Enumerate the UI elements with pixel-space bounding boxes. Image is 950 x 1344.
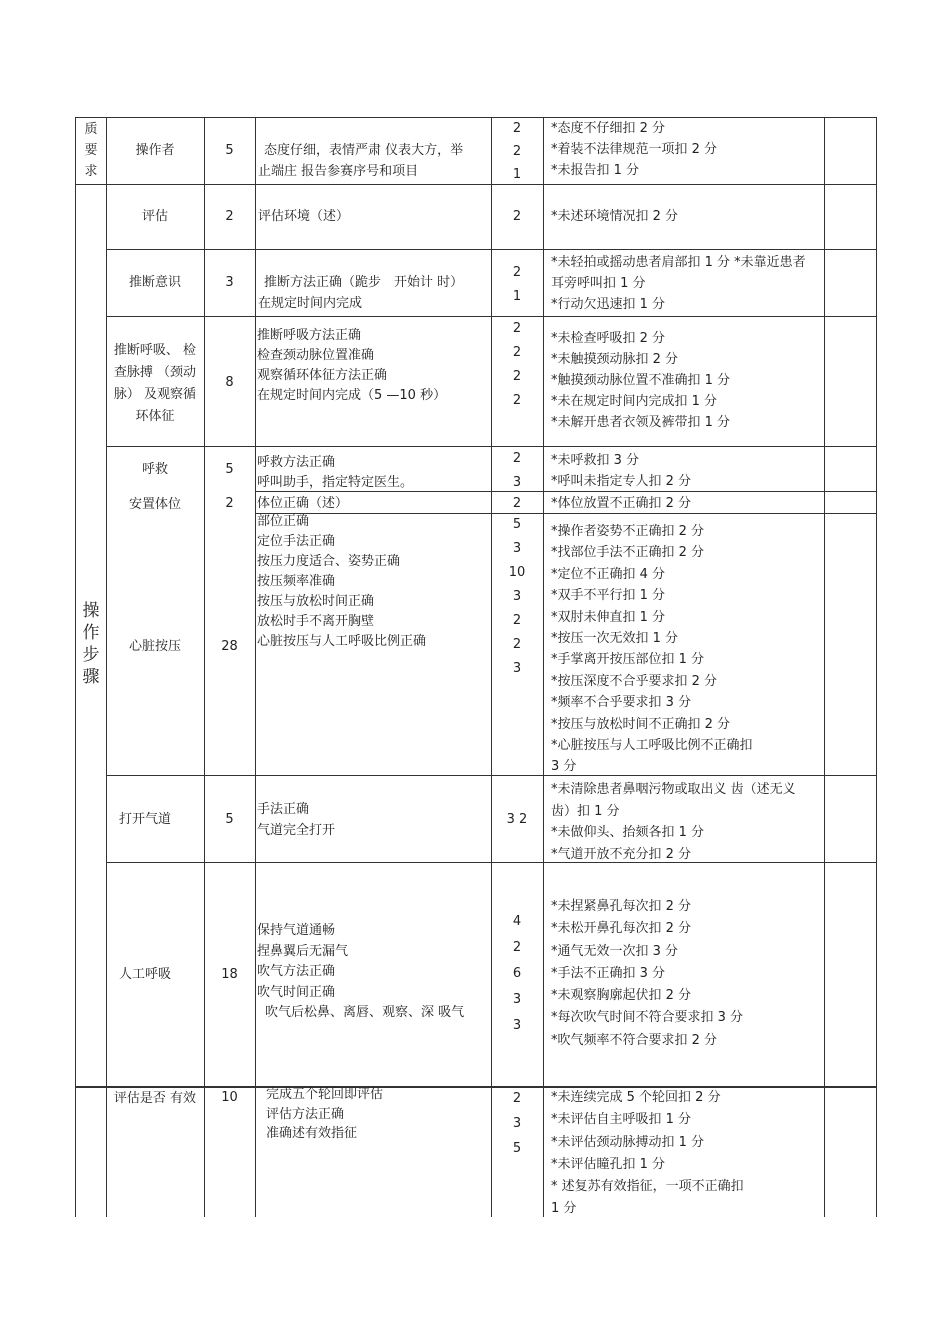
deduction-line: *未检查呼吸扣 2 分	[551, 331, 666, 346]
item-name-line: 查脉搏 （颈动	[113, 365, 197, 380]
points-value: 2	[512, 369, 522, 384]
section-char: 作	[82, 623, 100, 643]
deduction-line: *手法不正确扣 3 分	[551, 965, 666, 981]
section-char: 步	[82, 645, 100, 665]
criteria-line: 态度仔细，表情严肃 仪表大方，举	[264, 143, 464, 158]
points-value: 1	[512, 289, 522, 304]
deduction-line: *未呼救扣 3 分	[551, 453, 640, 468]
points-value: 3	[512, 589, 522, 604]
criteria-line: 评估环境（述）	[258, 209, 350, 224]
points-value: 2	[512, 144, 522, 159]
deduction-line: *未松开鼻孔每次扣 2 分	[551, 921, 692, 937]
points-value: 3	[512, 992, 522, 1007]
deduction-line: *触摸颈动脉位置不准确扣 1 分	[551, 373, 731, 388]
deduction-line: *每次吹气时间不符合要求扣 3 分	[551, 1010, 744, 1026]
deduction-line: *按压与放松时间不正确扣 2 分	[551, 716, 731, 732]
points-value: 3	[512, 661, 522, 676]
criteria-line: 手法正确	[257, 802, 310, 817]
criteria-line: 评估方法正确	[266, 1106, 345, 1122]
deduction-line: *未做仰头、抬颏各扣 1 分	[551, 825, 705, 840]
deduction-line: *找部位手法不正确扣 2 分	[551, 545, 705, 561]
deduction-line: 齿）扣 1 分	[551, 803, 620, 819]
item-deductions	[551, 206, 821, 227]
deduction-line: 耳旁呼叫扣 1 分	[551, 276, 646, 291]
criteria-line: 放松时手不离开胸壁	[257, 614, 375, 629]
points-value: 2	[512, 1091, 522, 1106]
deduction-line: *双肘未伸直扣 1 分	[551, 609, 666, 625]
item-deductions	[551, 252, 823, 315]
criteria-line: 检查颈动脉位置准确	[257, 348, 375, 363]
section-char: 质	[84, 122, 98, 137]
item-criteria	[257, 921, 487, 1024]
item-name-line: 环体征	[135, 409, 175, 424]
item-points	[491, 261, 543, 309]
section-label-operation	[76, 600, 106, 688]
item-deductions	[551, 779, 823, 865]
item-name: 评估	[141, 209, 168, 224]
row-divider	[75, 184, 876, 185]
criteria-line: 吹气后松鼻、离唇、观察、深 吸气	[265, 1005, 465, 1020]
section-char: 操	[82, 601, 100, 621]
deduction-line: *双手不平行扣 1 分	[551, 588, 666, 604]
deduction-line: *呼叫未指定专人扣 2 分	[551, 474, 692, 489]
item-points	[491, 117, 543, 186]
item-criteria	[266, 1085, 488, 1144]
item-name: 安置体位	[128, 497, 181, 512]
section-char: 要	[84, 143, 98, 158]
item-criteria	[257, 453, 487, 493]
criteria-line: 推断呼吸方法正确	[257, 328, 362, 343]
criteria-line: 按压频率准确	[257, 574, 336, 589]
points-value: 2	[512, 265, 522, 280]
points-value: 2	[512, 321, 522, 336]
points-value: 3	[512, 1018, 522, 1033]
item-name: 打开气道	[118, 812, 171, 827]
deduction-line: *未轻拍或摇动患者肩部扣 1 分 *未靠近患者	[551, 255, 806, 270]
item-points	[491, 447, 543, 495]
item-score: 3	[225, 275, 234, 290]
points-value: 2	[512, 209, 522, 224]
item-criteria	[257, 512, 487, 652]
item-points	[491, 809, 543, 830]
item-criteria	[258, 206, 488, 227]
item-criteria	[257, 494, 487, 514]
item-name: 呼救	[141, 462, 168, 477]
item-score: 10	[221, 1090, 238, 1105]
item-name	[106, 340, 204, 428]
points-value: 5	[512, 517, 522, 532]
deduction-line: *心脏按压与人工呼吸比例不正确扣	[551, 738, 753, 754]
points-value: 2	[512, 613, 522, 628]
column-divider	[543, 117, 544, 1217]
points-value: 2	[512, 940, 522, 955]
deduction-line: *未观察胸廓起伏扣 2 分	[551, 988, 692, 1004]
criteria-line: 捏鼻翼后无漏气	[257, 943, 349, 959]
item-deductions	[551, 450, 821, 492]
item-criteria	[258, 140, 488, 182]
criteria-line: 按压力度适合、姿势正确	[257, 554, 401, 569]
item-deductions	[551, 494, 821, 514]
section-char: 骤	[82, 667, 100, 687]
table-right-border	[876, 117, 877, 1217]
item-score: 5	[225, 143, 234, 158]
criteria-line: 吹气时间正确	[257, 984, 336, 1000]
item-name: 心脏按压	[128, 639, 181, 654]
item-deductions	[551, 1087, 821, 1221]
item-score: 8	[225, 375, 234, 390]
points-value: 5	[512, 1141, 522, 1156]
criteria-line: 在规定时间内完成	[258, 296, 363, 311]
deduction-line: *按压深度不合乎要求扣 2 分	[551, 673, 718, 689]
item-name: 人工呼吸	[118, 967, 171, 982]
column-divider	[824, 117, 825, 1217]
deduction-line: *着装不法律规范一项扣 2 分	[551, 142, 718, 157]
item-points	[491, 494, 543, 514]
criteria-line: 部位正确	[257, 514, 310, 529]
deduction-line: *频率不合乎要求扣 3 分	[551, 695, 692, 711]
deduction-line: *行动欠迅速扣 1 分	[551, 297, 666, 312]
deduction-line: *未评估瞳孔扣 1 分	[551, 1156, 666, 1172]
item-deductions	[551, 118, 821, 181]
item-points	[491, 206, 543, 227]
item-deductions	[551, 896, 821, 1052]
item-score: 5	[225, 462, 234, 477]
deduction-line: *未评估自主呼吸扣 1 分	[551, 1112, 692, 1128]
deduction-line: *气道开放不充分扣 2 分	[551, 846, 692, 862]
item-score: 5	[225, 812, 234, 827]
criteria-line: 观察循环体征方法正确	[257, 368, 388, 383]
deduction-line: *手掌离开按压部位扣 1 分	[551, 652, 705, 668]
deduction-line: *体位放置不正确扣 2 分	[551, 496, 692, 511]
deduction-line: *未连续完成 5 个轮回扣 2 分	[551, 1090, 721, 1105]
points-value: 2	[512, 451, 522, 466]
deduction-line: * 述复苏有效指征，一项不正确扣	[551, 1179, 744, 1195]
deduction-line: *态度不仔细扣 2 分	[551, 121, 666, 136]
deduction-line: *定位不正确扣 4 分	[551, 566, 666, 582]
item-points	[491, 317, 543, 413]
item-points	[491, 513, 543, 681]
points-value: 3	[512, 1116, 522, 1131]
points-value: 3	[512, 541, 522, 556]
item-score: 28	[221, 639, 238, 654]
deduction-line: *未捏紧鼻孔每次扣 2 分	[551, 899, 692, 914]
deduction-line: *未述环境情况扣 2 分	[551, 209, 679, 224]
item-points	[491, 1086, 543, 1161]
deduction-line: *操作者姿势不正确扣 2 分	[551, 524, 705, 539]
criteria-line: 体位正确（述）	[257, 496, 349, 511]
criteria-line: 呼救方法正确	[257, 455, 336, 470]
points-value: 2	[512, 345, 522, 360]
item-name: 推断意识	[128, 275, 181, 290]
criteria-line: 止端庄 报告参赛序号和项目	[258, 164, 419, 179]
deduction-line: *未触摸颈动脉扣 2 分	[551, 352, 679, 367]
item-criteria	[257, 326, 487, 406]
item-score: 18	[221, 967, 238, 982]
deduction-line: *未报告扣 1 分	[551, 163, 640, 178]
deduction-line: *未在规定时间内完成扣 1 分	[551, 394, 718, 409]
criteria-line: 在规定时间内完成（5 —10 秒）	[257, 388, 447, 403]
points-value: 2	[512, 393, 522, 408]
points-value: 2	[512, 637, 522, 652]
criteria-line: 推断方法正确（跪步 开始计 时）	[264, 275, 464, 290]
item-criteria	[257, 799, 487, 841]
criteria-line: 心脏按压与人工呼吸比例正确	[257, 634, 427, 649]
deduction-line: *按压一次无效扣 1 分	[551, 631, 679, 647]
section-label-quality	[76, 119, 106, 182]
points-value: 4	[512, 914, 522, 929]
points-value: 2	[512, 496, 522, 511]
points-value: 1	[512, 167, 522, 182]
section-char: 求	[84, 164, 98, 179]
criteria-line: 按压与放松时间正确	[257, 594, 375, 609]
item-deductions	[551, 328, 821, 433]
item-score: 2	[225, 496, 234, 511]
item-score: 2	[225, 209, 234, 224]
criteria-line: 吹气方法正确	[257, 964, 336, 979]
item-name-line: 推断呼吸、 检	[113, 343, 197, 358]
item-deductions	[551, 521, 821, 778]
criteria-line: 完成五个轮回即评估	[266, 1087, 384, 1102]
deduction-line: 1 分	[551, 1201, 577, 1217]
criteria-line: 气道完全打开	[257, 823, 336, 838]
points-value: 3 2	[506, 812, 528, 827]
points-value: 6	[512, 966, 522, 981]
points-value: 2	[512, 121, 522, 136]
criteria-line: 保持气道通畅	[257, 923, 336, 938]
deduction-line: *通气无效一次扣 3 分	[551, 943, 679, 959]
deduction-line: *未清除患者鼻咽污物或取出义 齿（述无义	[551, 782, 796, 797]
item-name: 操作者	[135, 143, 175, 158]
deduction-line: *吹气频率不符合要求扣 2 分	[551, 1032, 718, 1048]
deduction-line: *未解开患者衣领及裤带扣 1 分	[551, 415, 731, 430]
points-value: 3	[512, 475, 522, 490]
item-points	[491, 909, 543, 1039]
column-divider	[255, 117, 256, 1217]
criteria-line: 准确述有效指征	[266, 1126, 358, 1141]
item-name: 评估是否 有效	[113, 1091, 197, 1106]
criteria-line: 定位手法正确	[257, 534, 336, 549]
deduction-line: 3 分	[551, 759, 577, 775]
item-name-line: 脉） 及观察循	[113, 387, 197, 402]
item-criteria	[258, 272, 488, 314]
points-value: 10	[508, 565, 526, 580]
criteria-line: 呼叫助手，指定特定医生。	[257, 475, 414, 490]
deduction-line: *未评估颈动脉搏动扣 1 分	[551, 1134, 705, 1150]
